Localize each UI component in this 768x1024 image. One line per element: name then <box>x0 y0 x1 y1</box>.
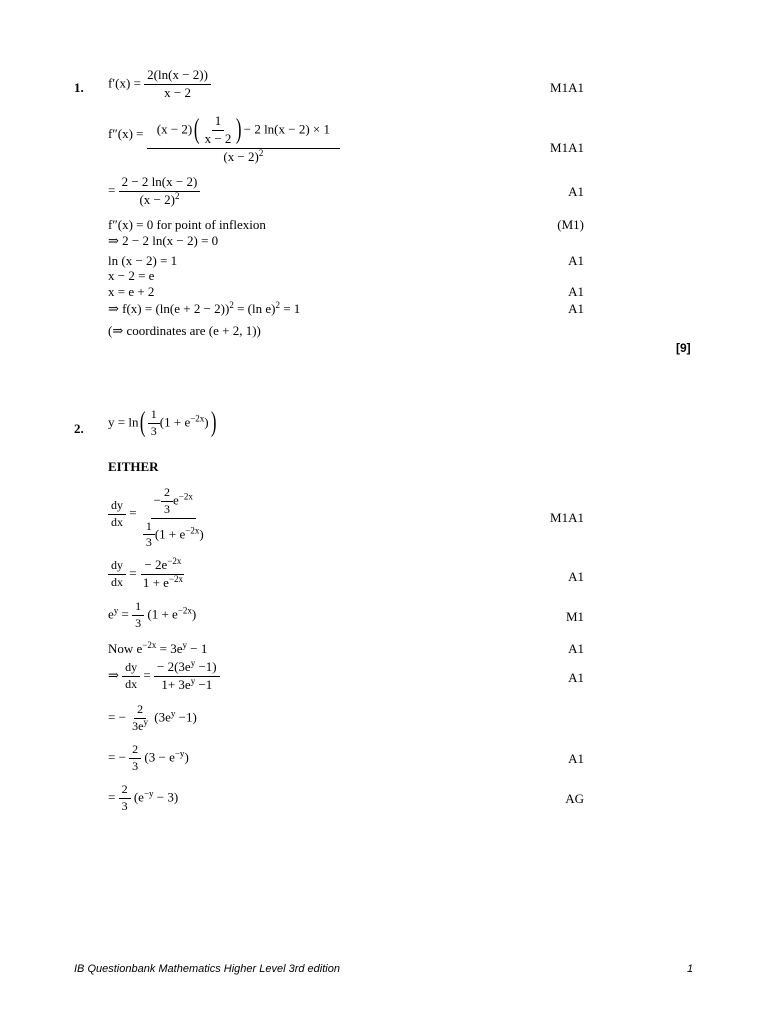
q2-y-fraction <box>148 408 160 439</box>
q1-l3-den-sup: 2 <box>174 190 180 201</box>
q2-s3-lhs-sup: y <box>113 605 119 616</box>
q2-s3-tail: (1 + e <box>147 606 178 622</box>
q2-s6-eq: = − <box>108 709 126 725</box>
q2-s3-tail-close: ) <box>191 606 197 622</box>
q2-s8-eq: = <box>108 789 116 805</box>
q2-s1-bot-c: ) <box>199 525 204 541</box>
q2-s3-eq: = <box>118 606 129 622</box>
q2-s1-eq: = <box>129 505 137 521</box>
q1-l10: (⇒ coordinates are (e + 2, 1)) <box>108 323 261 338</box>
q1-l3-denominator <box>136 192 182 208</box>
q2-s7-frac-den: 3 <box>132 758 139 773</box>
q2-either-heading: EITHER <box>108 459 159 474</box>
q1-l1-lhs: f′(x) = <box>108 75 141 91</box>
q1-l4: f″(x) = 0 for point of inflexion <box>108 217 266 232</box>
q2-s8-frac <box>119 783 131 814</box>
q1-l9-a: ⇒ f(x) = (ln(e + 2 − 2)) <box>108 301 230 316</box>
footer-source: IB Questionbank Mathematics Higher Level 3rd edition <box>74 963 340 975</box>
q2-s5-den: 1+ 3e <box>161 676 191 692</box>
q2-s6-frac <box>129 703 151 734</box>
q1-l2-numerator <box>147 114 340 149</box>
q2-step5 <box>108 660 220 693</box>
right-paren: ) <box>236 114 242 146</box>
q1-l2-den-base: (x − 2) <box>223 148 259 164</box>
q1-l3-numerator: 2 − 2 ln(x − 2) <box>119 175 201 192</box>
q2-s1-dy: dy <box>108 499 126 515</box>
q1-l9-c: = 1 <box>279 301 301 316</box>
q1-l2-inner-fraction <box>202 114 235 147</box>
q2-s5-dy: dy <box>122 661 140 677</box>
q2-s5-dx: dx <box>125 676 138 691</box>
q2-s2-fraction <box>140 558 186 591</box>
q2-s1-top-frac-num: 2 <box>161 486 173 502</box>
q2-s2-den-sup: −2x <box>168 573 184 584</box>
q1-l3-den-base: (x − 2) <box>139 191 175 207</box>
q2-s7-tail-sup: −y <box>174 748 185 759</box>
right-paren: ) <box>210 407 217 439</box>
q2-s6-frac-den-base: 3e <box>132 718 144 733</box>
q2-s1-top-a: − <box>153 492 162 508</box>
q2-s5-denominator <box>158 677 215 693</box>
q2-step8 <box>108 783 178 814</box>
q2-s6-tail: (3e <box>154 709 171 725</box>
q2-y-tail-sup: −2x <box>190 413 205 424</box>
q1-l3-eq: = <box>108 182 116 198</box>
question-number-2: 2. <box>74 421 84 436</box>
footer-page-number: 1 <box>687 963 694 975</box>
q1-l3-mark: A1 <box>568 184 584 199</box>
q1-l3-fraction <box>119 175 201 208</box>
q1-total-marks: [9] <box>676 341 691 355</box>
q1-l2-den-sup: 2 <box>258 147 264 158</box>
q2-s4-c: − 1 <box>186 641 208 656</box>
q2-s7-frac <box>129 743 141 774</box>
q2-s1-bot-b: (1 + e <box>154 525 186 541</box>
q2-s4-b: = 3e <box>156 641 183 656</box>
q2-y-frac-num: 1 <box>148 408 160 424</box>
q2-s5-eq: = <box>143 667 151 683</box>
q2-s8-mark: AG <box>565 791 584 806</box>
q2-s7-tail-close: ) <box>184 749 189 765</box>
q2-s1-top-frac <box>161 486 173 517</box>
q2-s5-fraction <box>154 660 220 693</box>
q2-s6-frac-num: 2 <box>134 703 146 719</box>
left-paren: ( <box>194 114 200 146</box>
q2-s1-bot-sup: −2x <box>185 524 200 535</box>
q2-s1-top-b: e <box>173 492 179 508</box>
q2-y-tail-close: ) <box>204 414 209 430</box>
q2-s2-dy: dy <box>108 559 126 575</box>
q2-s2-num: − 2e <box>144 557 168 572</box>
q1-l6-mark: A1 <box>568 253 584 268</box>
question-number-1: 1. <box>74 80 84 95</box>
q2-s1-denominator <box>140 519 207 551</box>
q1-l9-mark: A1 <box>568 301 584 316</box>
q2-s3-frac-den: 3 <box>135 615 142 630</box>
q2-step2 <box>108 558 186 591</box>
q1-l2-fraction <box>147 114 340 165</box>
q1-l5: ⇒ 2 − 2 ln(x − 2) = 0 <box>108 233 219 248</box>
q2-s1-bot-frac-den: 3 <box>145 535 152 550</box>
q2-s8-tail: (e <box>133 789 144 805</box>
q2-s2-mark: A1 <box>568 569 584 584</box>
q2-s5-numerator <box>154 660 220 677</box>
q2-s4-a: Now e <box>108 641 143 656</box>
q2-s5-num: − 2(3e <box>157 659 191 674</box>
q2-s1-dx: dx <box>111 514 123 529</box>
q1-l1-denominator: x − 2 <box>164 84 191 100</box>
q2-s5-den-sup: y <box>190 675 196 686</box>
q2-s7-frac-num: 2 <box>129 743 141 759</box>
q1-l1-mark: M1A1 <box>550 80 584 95</box>
q1-l2-denominator <box>220 149 266 165</box>
q2-s5-mark: A1 <box>568 670 584 685</box>
q2-s7-tail: (3 − e <box>144 749 175 765</box>
q2-s4-mark: A1 <box>568 641 584 656</box>
q2-s2-denominator <box>140 575 186 591</box>
q2-s3-lhs: e <box>108 606 114 622</box>
q2-s1-bot-frac-num: 1 <box>143 520 155 536</box>
q2-s6-tail-close: −1) <box>175 709 197 725</box>
q1-l2-mark: M1A1 <box>550 140 584 155</box>
q2-s5-den-close: −1 <box>195 676 213 692</box>
q1-line-first-derivative <box>108 68 211 101</box>
q2-s1-top-frac-den: 3 <box>164 501 171 516</box>
q2-s3-tail-sup: −2x <box>177 605 192 616</box>
q2-s8-tail-close: − 3) <box>153 789 179 805</box>
q2-s2-numerator <box>141 558 184 575</box>
q1-l7: x − 2 = e <box>108 268 155 283</box>
q2-s6-tail-sup: y <box>170 708 176 719</box>
q2-s6-frac-den-sup: y <box>143 716 148 727</box>
q2-s1-derivative <box>108 499 126 530</box>
q2-s5-num-close: −1) <box>195 659 217 674</box>
q2-s1-bot-frac <box>143 520 155 551</box>
q2-step6 <box>108 703 197 734</box>
q2-s7-mark: A1 <box>568 751 584 766</box>
q2-s2-dx: dx <box>111 574 123 589</box>
q1-l2-num-b: − 2 ln(x − 2) × 1 <box>243 121 330 137</box>
q2-step1 <box>108 486 207 550</box>
q2-y-tail: (1 + e <box>159 414 191 430</box>
q2-s3-frac <box>132 600 144 631</box>
q2-s8-frac-num: 2 <box>119 783 131 799</box>
q1-l2-inner-num: 1 <box>212 114 225 131</box>
q2-y-lhs: y = ln <box>108 414 139 430</box>
q1-l2-lhs: f″(x) = <box>108 126 144 141</box>
q1-l4-mark: (M1) <box>557 217 584 232</box>
q2-s7-eq: = − <box>108 749 126 765</box>
q1-l1-fraction <box>144 68 211 101</box>
q2-s1-fraction <box>140 486 207 550</box>
q2-s3-mark: M1 <box>565 609 584 624</box>
q2-step7 <box>108 743 189 774</box>
q2-s2-num-sup: −2x <box>167 556 182 566</box>
q1-l9-sup1: 2 <box>229 300 234 310</box>
q2-s1-mark: M1A1 <box>550 510 584 525</box>
q2-s8-frac-den: 3 <box>121 798 128 813</box>
q2-function <box>108 408 218 439</box>
q1-l8-mark: A1 <box>568 284 584 299</box>
q2-s2-derivative <box>108 559 126 590</box>
q1-l1-numerator: 2(ln(x − 2)) <box>144 68 211 85</box>
q2-s6-frac-den <box>129 716 151 734</box>
q1-l8: x = e + 2 <box>108 284 155 299</box>
q2-s5-derivative <box>122 661 140 692</box>
q2-s2-eq: = <box>129 565 137 581</box>
q1-l2-inner-den: x − 2 <box>204 130 232 146</box>
q2-s3-frac-num: 1 <box>132 600 144 616</box>
left-paren: ( <box>140 407 146 439</box>
q2-s1-numerator <box>151 486 196 519</box>
q2-s2-den: 1 + e <box>142 574 169 590</box>
q2-s5-arrow: ⇒ <box>108 667 119 683</box>
q1-l9 <box>108 301 300 317</box>
q2-s4-sup1: −2x <box>142 640 157 650</box>
q2-step4 <box>108 641 207 657</box>
q2-s4-sup2: y <box>182 640 187 650</box>
q2-y-frac-den: 3 <box>150 423 157 438</box>
q1-l9-sup2: 2 <box>275 300 280 310</box>
q2-s1-top-sup: −2x <box>178 491 193 502</box>
q2-s5-num-sup: y <box>190 658 196 668</box>
q2-step3 <box>108 600 196 631</box>
q1-line-second-derivative <box>108 114 340 165</box>
q1-l9-b: = (ln e) <box>233 301 276 316</box>
q2-s8-tail-sup: −y <box>143 788 154 799</box>
q1-l6: ln (x − 2) = 1 <box>108 253 178 268</box>
q1-l2-num-a: (x − 2) <box>156 121 193 137</box>
q1-line-simplified <box>108 175 200 208</box>
